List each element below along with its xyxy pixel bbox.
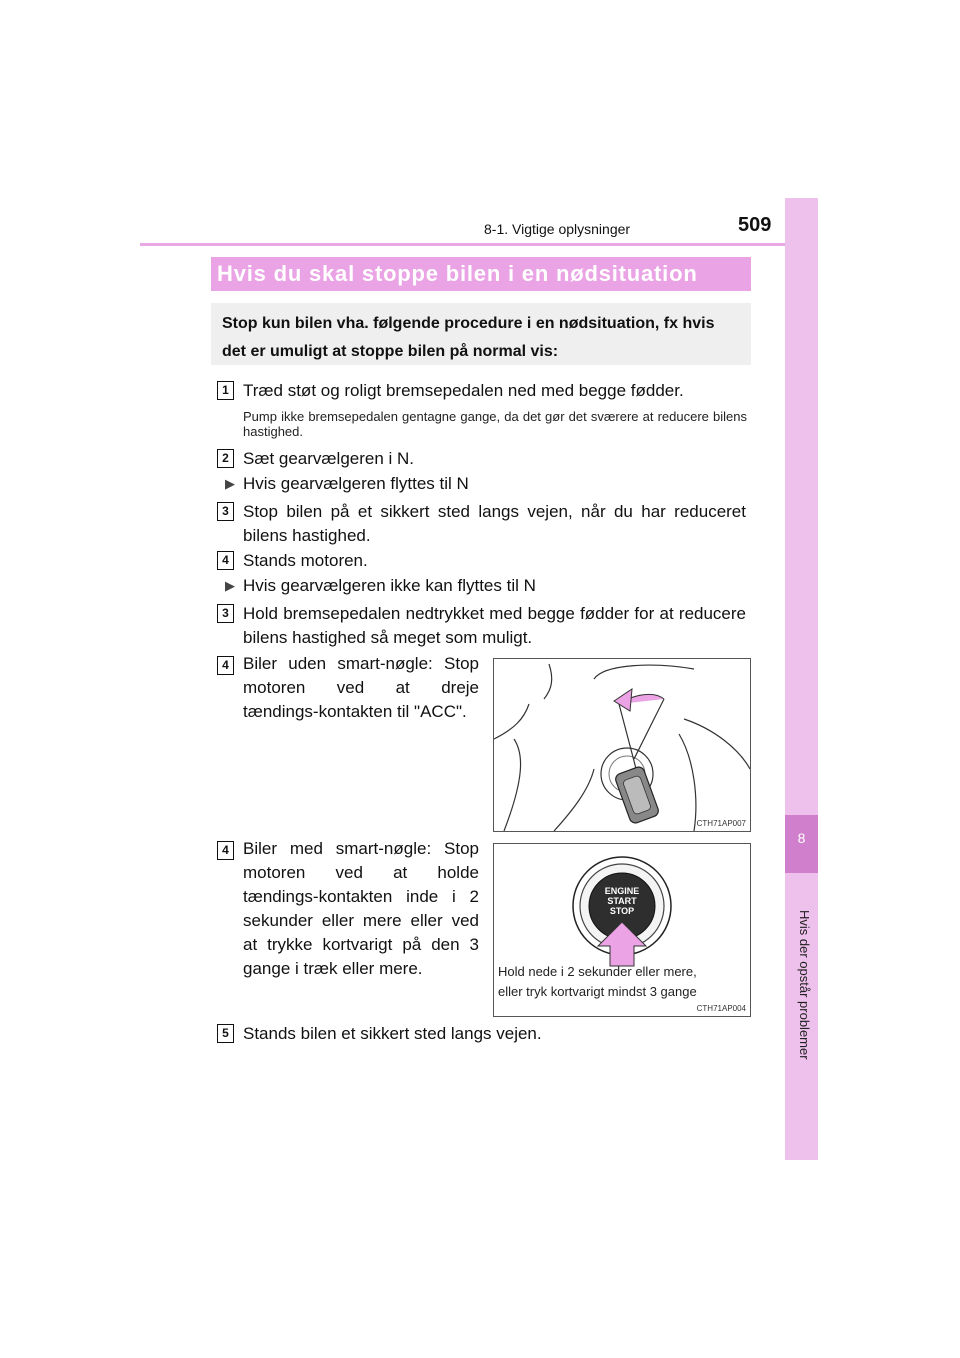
step-text: Stands bilen et sikkert sted langs vejen. [243,1024,542,1043]
triangle-right-icon: ▶ [225,578,235,593]
sub-heading: Hvis gearvælgeren flyttes til N [243,474,469,493]
step-number: 3 [217,604,234,623]
button-label-line: START [607,896,637,906]
engine-start-stop-button [589,886,655,916]
caption-line: Hold nede i 2 sekunder eller mere, [498,964,697,979]
step-text: Hold bremsepedalen nedtrykket med begge fødder for at reducere bilens hastighed så meget som muligt. [243,604,746,647]
section-label: 8-1. Vigtige oplysninger [484,221,631,237]
intro-text: Stop kun bilen vha. følgende procedure i en nødsituation, fx hvis det er umuligt at stoppe bilen på normal vis: [222,315,715,360]
ignition-key-illustration [494,659,750,831]
step-number: 4 [217,656,234,675]
step-text: Stands motoren. [243,551,368,570]
ignition-key-figure [493,658,751,832]
engine-start-button-figure [493,843,751,1017]
chapter-number: 8 [797,830,806,846]
step-text: Biler uden smart-nøgle: Stop motoren ved at dreje tændings-kontakten til "ACC". [243,654,479,721]
section-title: Hvis du skal stoppe bilen i en nødsituation [217,261,698,286]
step-text: Sæt gearvælgeren i N. [243,449,415,468]
step-note: Pump ikke bremsepedalen gentagne gange, da det gør det sværere at reducere bilens hastighed. [243,409,747,439]
step-text: Træd støt og roligt bremsepedalen ned med begge fødder. [243,381,684,400]
step-number: 5 [217,1024,234,1043]
step-number: 4 [217,841,234,860]
step-text: Stop bilen på et sikkert sted langs vejen, når du har reduceret bilens hastighed. [243,502,746,545]
triangle-right-icon: ▶ [225,476,235,491]
step-text: Biler med smart-nøgle: Stop motoren ved at holde tændings-kontakten inde i 2 sekunder eller mere eller ved at trykke kortvarigt på den 3 gange i træk eller mere. [243,839,479,978]
header-divider [140,243,818,246]
sub-heading: Hvis gearvælgeren ikke kan flyttes til N [243,576,536,595]
button-label-line: ENGINE [604,886,640,896]
figure-caption [498,962,697,1002]
step-number: 4 [217,551,234,570]
step-number: 2 [217,449,234,468]
figure-code: CTH71AP007 [696,819,746,828]
figure-code: CTH71AP004 [696,1004,746,1013]
chapter-label: Hvis der opstår problemer [797,910,812,1060]
step-number: 1 [217,381,234,400]
caption-line: eller tryk kortvarigt mindst 3 gange [498,984,697,999]
page-number: 509 [738,214,772,236]
step-number: 3 [217,502,234,521]
button-label-line: STOP [609,906,635,916]
